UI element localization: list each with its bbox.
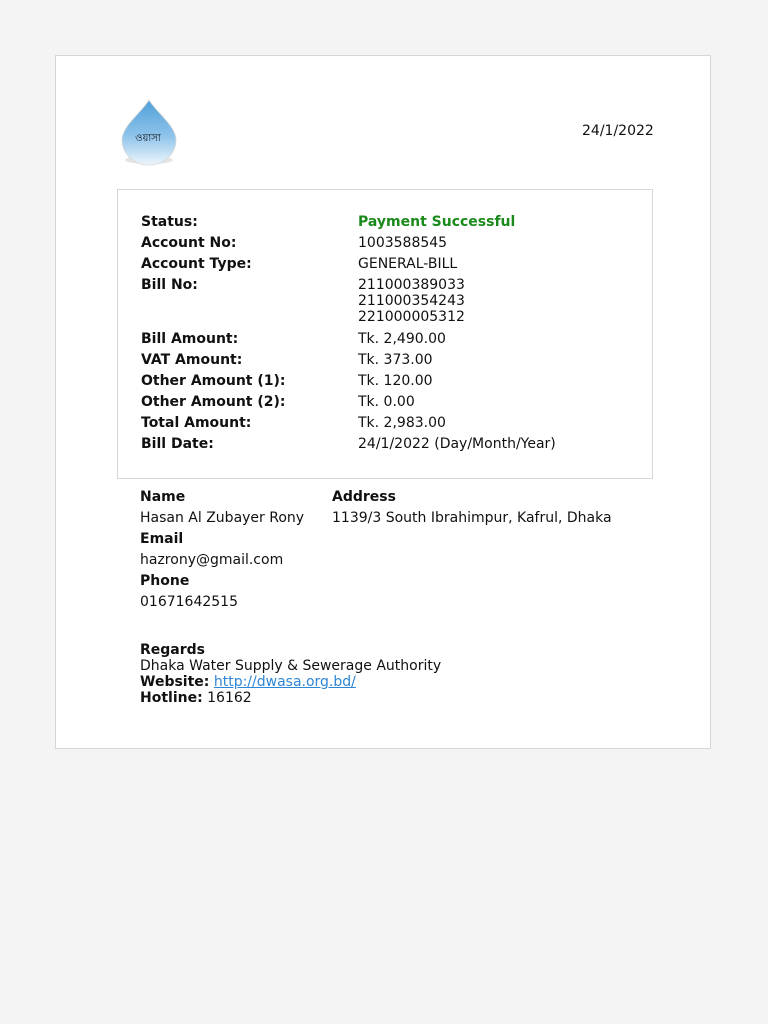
other-amount-1-value: Tk. 120.00	[358, 373, 433, 389]
status-value: Payment Successful	[358, 214, 516, 230]
hotline-label: Hotline:	[140, 690, 203, 706]
phone-label: Phone	[140, 573, 190, 589]
account-type-value: GENERAL-BILL	[358, 256, 458, 272]
bill-no-label: Bill No:	[141, 277, 198, 293]
website-label: Website:	[140, 674, 210, 690]
bill-no-value: 221000005312	[358, 309, 465, 325]
bill-amount-value: Tk. 2,490.00	[358, 331, 446, 347]
customer-email: hazrony@gmail.com	[140, 552, 284, 568]
name-label: Name	[140, 489, 186, 505]
receipt-card	[55, 55, 711, 749]
account-no-value: 1003588545	[358, 235, 448, 251]
account-no-label: Account No:	[141, 235, 237, 251]
bill-no-values	[358, 277, 465, 325]
website-line	[140, 674, 441, 690]
website-link[interactable]: http://dwasa.org.bd/	[213, 674, 356, 690]
other-amount-2-label: Other Amount (2):	[141, 394, 286, 410]
organization-name: Dhaka Water Supply & Sewerage Authority	[140, 658, 442, 674]
address-label: Address	[332, 489, 396, 505]
bill-no-value: 211000354243	[358, 293, 465, 309]
regards-text: Regards	[140, 642, 206, 658]
other-amount-1-label: Other Amount (1):	[141, 373, 286, 389]
other-amount-2-value: Tk. 0.00	[358, 394, 415, 410]
vat-amount-label: VAT Amount:	[141, 352, 243, 368]
vat-amount-value: Tk. 373.00	[358, 352, 433, 368]
bill-date-value: 24/1/2022 (Day/Month/Year)	[358, 436, 556, 452]
bill-amount-label: Bill Amount:	[141, 331, 239, 347]
total-amount-value: Tk. 2,983.00	[358, 415, 446, 431]
wasa-logo-icon	[120, 98, 178, 168]
total-amount-label: Total Amount:	[141, 415, 252, 431]
hotline-number: 16162	[207, 690, 252, 706]
receipt-date: 24/1/2022	[582, 123, 654, 139]
hotline-line	[140, 690, 441, 706]
account-type-label: Account Type:	[141, 256, 252, 272]
bill-summary-box	[117, 189, 653, 479]
status-label: Status:	[141, 214, 198, 230]
customer-address: 1139/3 South Ibrahimpur, Kafrul, Dhaka	[332, 510, 612, 526]
footer	[140, 642, 441, 706]
customer-phone: 01671642515	[140, 594, 238, 610]
bill-date-label: Bill Date:	[141, 436, 214, 452]
customer-name: Hasan Al Zubayer Rony	[140, 510, 305, 526]
logo-text: ওয়াসা	[135, 133, 161, 144]
email-label: Email	[140, 531, 184, 547]
bill-no-value: 211000389033	[358, 277, 465, 293]
